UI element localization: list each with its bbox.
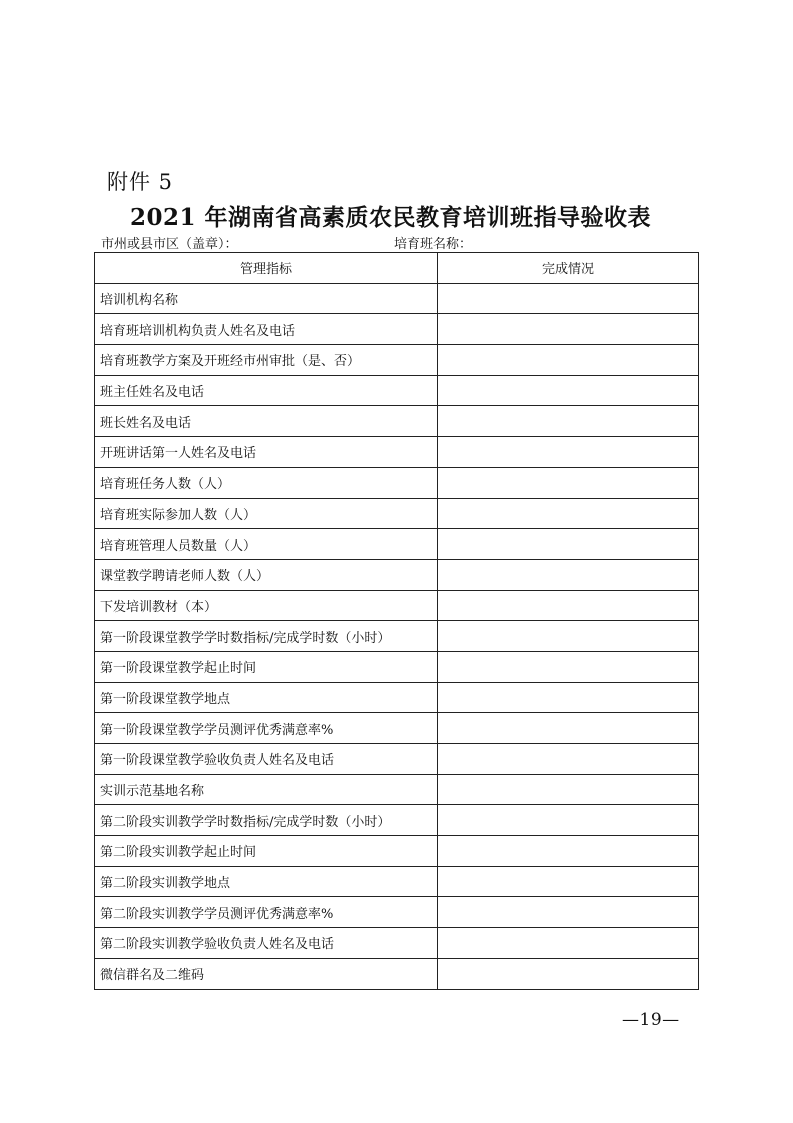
table-row	[95, 866, 699, 897]
table-row	[95, 559, 699, 590]
table-row	[95, 958, 699, 989]
table-row	[95, 682, 699, 713]
completion-cell[interactable]	[438, 836, 699, 867]
completion-cell[interactable]	[438, 928, 699, 959]
completion-cell[interactable]	[438, 897, 699, 928]
table-row	[95, 345, 699, 376]
completion-cell[interactable]	[438, 744, 699, 775]
indicator-cell: 下发培训教材（本）	[95, 590, 438, 621]
indicator-cell: 微信群名及二维码	[95, 958, 438, 989]
completion-cell[interactable]	[438, 314, 699, 345]
indicator-cell: 培育班实际参加人数（人）	[95, 498, 438, 529]
acceptance-table	[94, 252, 699, 990]
table-row	[95, 621, 699, 652]
indicator-cell: 第一阶段课堂教学验收负责人姓名及电话	[95, 744, 438, 775]
table-row	[95, 498, 699, 529]
indicator-cell: 第一阶段课堂教学地点	[95, 682, 438, 713]
indicator-cell: 第二阶段实训教学学员测评优秀满意率%	[95, 897, 438, 928]
table-row	[95, 651, 699, 682]
indicator-cell: 第二阶段实训教学起止时间	[95, 836, 438, 867]
completion-cell[interactable]	[438, 958, 699, 989]
indicator-cell: 第二阶段实训教学学时数指标/完成学时数（小时）	[95, 805, 438, 836]
attachment-label: 附件 5	[107, 170, 174, 194]
indicator-cell: 第一阶段课堂教学学员测评优秀满意率%	[95, 713, 438, 744]
indicator-cell: 第二阶段实训教学地点	[95, 866, 438, 897]
indicator-cell: 实训示范基地名称	[95, 774, 438, 805]
indicator-cell: 开班讲话第一人姓名及电话	[95, 437, 438, 468]
table-row	[95, 467, 699, 498]
table-row	[95, 375, 699, 406]
completion-cell[interactable]	[438, 283, 699, 314]
completion-cell[interactable]	[438, 529, 699, 560]
completion-cell[interactable]	[438, 682, 699, 713]
region-seal-label: 市州或县市区（盖章）：	[101, 237, 238, 252]
indicator-cell: 培育班任务人数（人）	[95, 467, 438, 498]
table-row	[95, 897, 699, 928]
completion-cell[interactable]	[438, 866, 699, 897]
indicator-cell: 第二阶段实训教学验收负责人姓名及电话	[95, 928, 438, 959]
completion-cell[interactable]	[438, 805, 699, 836]
table-row	[95, 283, 699, 314]
completion-cell[interactable]	[438, 406, 699, 437]
table-row	[95, 805, 699, 836]
class-name-label: 培育班名称：	[394, 237, 473, 252]
completion-cell[interactable]	[438, 590, 699, 621]
indicator-cell: 培训机构名称	[95, 283, 438, 314]
indicator-cell: 班主任姓名及电话	[95, 375, 438, 406]
completion-cell[interactable]	[438, 621, 699, 652]
completion-cell[interactable]	[438, 651, 699, 682]
table-row	[95, 713, 699, 744]
table-row	[95, 406, 699, 437]
indicator-cell: 第一阶段课堂教学学时数指标/完成学时数（小时）	[95, 621, 438, 652]
table-row	[95, 928, 699, 959]
completion-cell[interactable]	[438, 345, 699, 376]
table-row	[95, 529, 699, 560]
completion-cell[interactable]	[438, 559, 699, 590]
indicator-cell: 培育班培训机构负责人姓名及电话	[95, 314, 438, 345]
header-completion-status: 完成情况	[438, 253, 699, 284]
completion-cell[interactable]	[438, 467, 699, 498]
header-management-indicator: 管理指标	[95, 253, 438, 284]
table-header-row	[95, 253, 699, 284]
completion-cell[interactable]	[438, 713, 699, 744]
indicator-cell: 课堂教学聘请老师人数（人）	[95, 559, 438, 590]
table-row	[95, 314, 699, 345]
completion-cell[interactable]	[438, 375, 699, 406]
page-number: —19—	[622, 1010, 680, 1030]
table-row	[95, 836, 699, 867]
indicator-cell: 培育班管理人员数量（人）	[95, 529, 438, 560]
table-row	[95, 744, 699, 775]
table-row	[95, 437, 699, 468]
document-title: 2021 年湖南省高素质农民教育培训班指导验收表	[130, 204, 652, 231]
completion-cell[interactable]	[438, 774, 699, 805]
indicator-cell: 培育班教学方案及开班经市州审批（是、否）	[95, 345, 438, 376]
indicator-cell: 第一阶段课堂教学起止时间	[95, 651, 438, 682]
completion-cell[interactable]	[438, 498, 699, 529]
table-row	[95, 774, 699, 805]
table-row	[95, 590, 699, 621]
indicator-cell: 班长姓名及电话	[95, 406, 438, 437]
completion-cell[interactable]	[438, 437, 699, 468]
